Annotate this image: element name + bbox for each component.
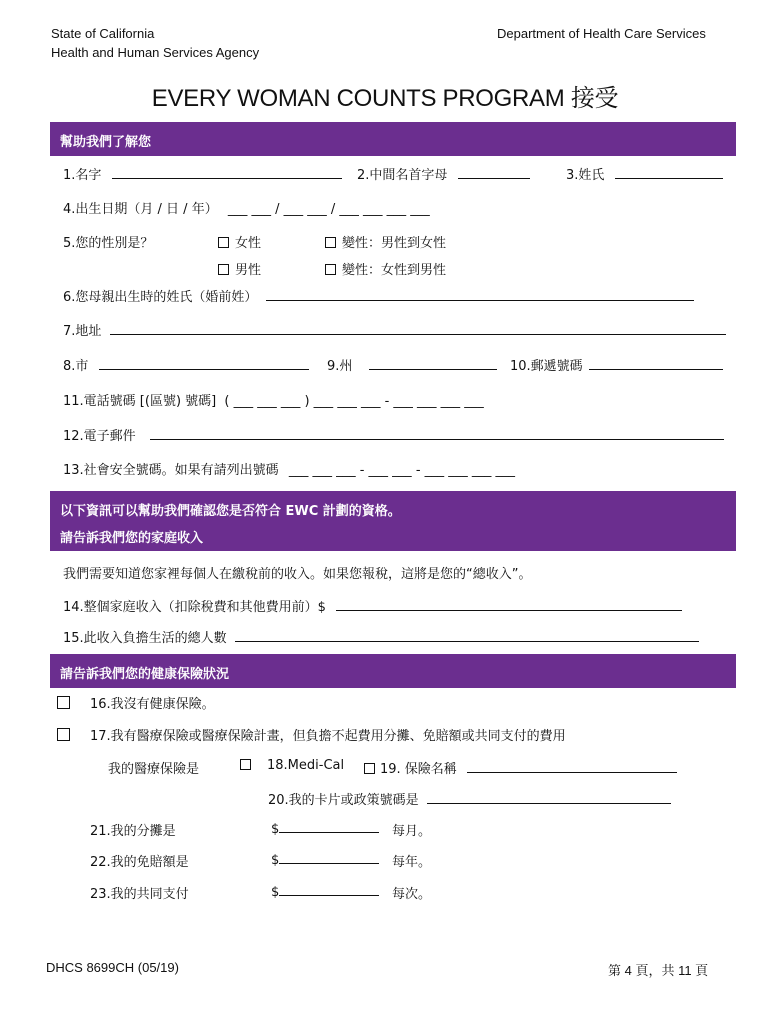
agency-state: State of California [51, 26, 155, 41]
household-income-field[interactable] [336, 598, 682, 611]
middle-initial-label: 2.中間名首字母 [357, 168, 448, 183]
household-income-label: 14.整個家庭收入（扣除稅費和其他費用前）$ [63, 600, 326, 615]
phone-field[interactable]: ( ___ ___ ___ ) ___ ___ ___ - ___ ___ ___ ___ [224, 394, 484, 409]
department-name: Department of Health Care Services [497, 26, 706, 41]
last-name-row [566, 164, 723, 183]
ssn-row [63, 459, 515, 478]
last-name-field[interactable] [615, 166, 723, 179]
first-name-label: 1.名字 [63, 168, 102, 183]
dollar-sign: $ [271, 853, 280, 868]
mtf-label: 變性：男性到女性 [342, 236, 447, 251]
copay-label: 23.我的共同支付 [90, 887, 189, 902]
income-intro: 我們需要知道您家裡每個人在繳稅前的收入。如果您報稅，這將是您的“總收入”。 [63, 567, 532, 582]
zip-label: 10.郵遞號碼 [510, 359, 583, 374]
section-heading-insurance: 請告訴我們您的健康保險狀況 [60, 667, 230, 682]
medi-cal-label: 18.Medi-Cal [267, 758, 345, 773]
per-year-label: 每年。 [392, 855, 432, 870]
no-insurance-option[interactable] [57, 693, 215, 712]
household-size-field[interactable] [235, 629, 699, 642]
household-income-row [63, 596, 682, 615]
male-checkbox[interactable] [218, 264, 229, 275]
state-field[interactable] [369, 357, 497, 370]
form-id: DHCS 8699CH (05/19) [46, 960, 179, 975]
per-visit-label: 每次。 [392, 887, 432, 902]
per-month-label: 每月。 [392, 824, 432, 839]
unaffordable-checkbox[interactable] [57, 728, 70, 741]
page-title: EVERY WOMAN COUNTS PROGRAM 接受 [151, 85, 619, 112]
deductible-amount-row [271, 851, 379, 868]
deductible-label: 22.我的免賠額是 [90, 855, 189, 870]
deductible-amount-field[interactable] [279, 851, 379, 864]
middle-initial-field[interactable] [458, 166, 530, 179]
ssn-field[interactable]: ___ ___ ___ - ___ ___ - ___ ___ ___ ___ [288, 463, 516, 478]
first-name-field[interactable] [112, 166, 342, 179]
household-size-label: 15.此收入負擔生活的總人數 [63, 631, 227, 646]
phone-label: 11.電話號碼 [(區號) 號碼] [63, 394, 217, 409]
ftm-label: 變性：女性到男性 [342, 263, 447, 278]
phone-row [63, 390, 484, 409]
share-label: 21.我的分攤是 [90, 824, 176, 839]
medi-cal-checkbox[interactable] [240, 759, 251, 770]
section-heading-income: 請告訴我們您的家庭收入 [60, 531, 204, 546]
no-insurance-checkbox[interactable] [57, 696, 70, 709]
section-heading-eligibility: 以下資訊可以幫助我們確認您是否符合 EWC 計劃的資格。 [60, 504, 401, 519]
city-label: 8.市 [63, 359, 89, 374]
copay-amount-row [271, 883, 379, 900]
unaffordable-insurance-option[interactable] [57, 725, 566, 744]
email-field[interactable] [150, 427, 724, 440]
policy-number-row [268, 789, 671, 808]
last-name-label: 3.姓氏 [566, 168, 605, 183]
ftm-checkbox[interactable] [325, 264, 336, 275]
zip-field[interactable] [589, 357, 723, 370]
unaffordable-label: 17.我有醫療保險或醫療保險計畫，但負擔不起費用分攤、免賠額或共同支付的費用 [90, 729, 566, 744]
dob-row [63, 198, 430, 217]
share-amount-row [271, 820, 379, 837]
insurance-name-checkbox[interactable] [364, 763, 375, 774]
dob-field[interactable]: ___ ___ / ___ ___ / ___ ___ ___ ___ [227, 202, 430, 217]
zip-row [510, 355, 723, 374]
section-band-help-us [50, 122, 736, 156]
gender-label: 5.您的性別是？ [63, 236, 154, 251]
dollar-sign: $ [271, 885, 280, 900]
city-field[interactable] [99, 357, 309, 370]
state-row [327, 355, 497, 374]
no-insurance-label: 16.我沒有健康保險。 [90, 697, 215, 712]
insurance-name-label: 19. 保險名稱 [380, 762, 457, 777]
copay-amount-field[interactable] [279, 883, 379, 896]
gender-option-male[interactable] [218, 259, 261, 278]
policy-number-field[interactable] [427, 791, 671, 804]
gender-option-female[interactable] [218, 232, 261, 251]
medi-cal-option[interactable] [240, 758, 344, 773]
mother-maiden-row [63, 286, 694, 305]
city-row [63, 355, 309, 374]
address-field[interactable] [110, 322, 726, 335]
share-amount-field[interactable] [279, 820, 379, 833]
middle-initial-row [357, 164, 530, 183]
gender-option-ftm[interactable] [325, 259, 446, 278]
section-band-income [50, 491, 736, 551]
insurance-name-field[interactable] [467, 760, 677, 773]
dob-label: 4.出生日期（月 / 日 / 年） [63, 202, 218, 217]
email-row [63, 425, 724, 444]
state-label: 9.州 [327, 359, 353, 374]
address-label: 7.地址 [63, 324, 102, 339]
page-number: 第 4 頁，共 11 頁 [608, 963, 709, 978]
agency-name: Health and Human Services Agency [51, 45, 260, 60]
section-heading: 幫助我們了解您 [60, 135, 152, 150]
ssn-label: 13.社會安全號碼。如果有請列出號碼 [63, 463, 279, 478]
mtf-checkbox[interactable] [325, 237, 336, 248]
insurance-is-label: 我的醫療保險是 [108, 762, 200, 777]
dollar-sign: $ [271, 822, 280, 837]
first-name-row [63, 164, 342, 183]
mother-maiden-label: 6.您母親出生時的姓氏（婚前姓） [63, 290, 258, 305]
gender-option-mtf[interactable] [325, 232, 446, 251]
male-label: 男性 [235, 263, 262, 278]
mother-maiden-field[interactable] [266, 288, 694, 301]
policy-number-label: 20.我的卡片或政策號碼是 [268, 793, 419, 808]
female-checkbox[interactable] [218, 237, 229, 248]
address-row [63, 320, 726, 339]
email-label: 12.電子郵件 [63, 429, 136, 444]
female-label: 女性 [235, 236, 262, 251]
insurance-name-option[interactable] [364, 758, 677, 777]
household-size-row [63, 627, 699, 646]
section-band-insurance [50, 654, 736, 688]
